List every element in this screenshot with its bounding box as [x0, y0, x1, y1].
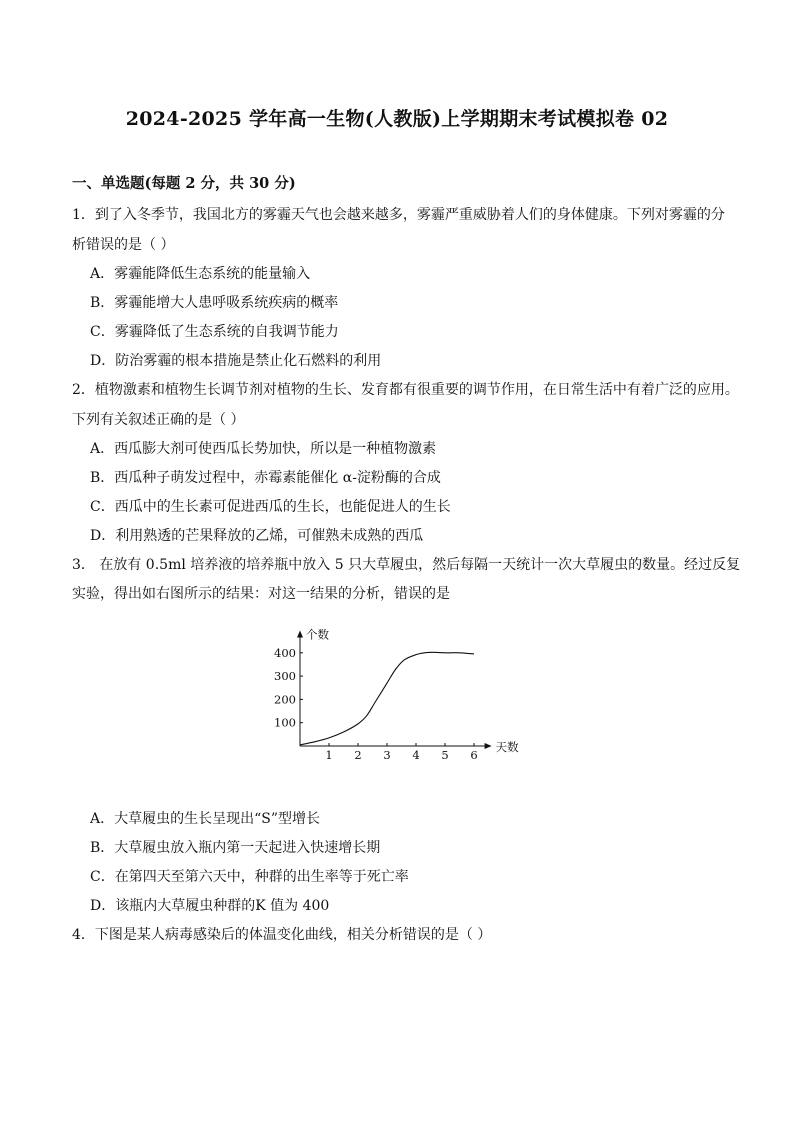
question-1-option-d: D．防治雾霾的根本措施是禁止化石燃料的利用 [90, 353, 382, 369]
question-3-option-c: C．在第四天至第六天中，种群的出生率等于死亡率 [90, 869, 409, 885]
y-tick-label: 400 [274, 645, 296, 660]
question-2-option-d: D．利用熟透的芒果释放的乙烯，可催熟未成熟的西瓜 [90, 528, 424, 544]
question-1-stem-line-2: 析错误的是（ ） [72, 237, 175, 253]
y-tick-label: 200 [274, 692, 296, 707]
question-1-option-b: B．雾霾能增大人患呼吸系统疾病的概率 [90, 295, 339, 311]
section-heading: 一、单选题(每题 2 分，共 30 分) [72, 175, 296, 192]
question-3-option-b: B．大草履虫放入瓶内第一天起进入快速增长期 [90, 840, 381, 856]
x-axis-label: 天数 [495, 740, 519, 754]
x-axis-arrow [485, 743, 492, 749]
x-tick-label: 4 [412, 748, 420, 762]
page-title: 2024-2025 学年高一生物(人教版)上学期期末考试模拟卷 02 [125, 108, 669, 130]
question-2-option-b: B．西瓜种子萌发过程中，赤霉素能催化 α-淀粉酶的合成 [90, 470, 441, 486]
population-growth-chart [262, 618, 532, 768]
question-3-stem-line-1: 3． 在放有 0.5ml 培养液的培养瓶中放入 5 只大草履虫，然后每隔一天统计一次大草履虫的数量。经过反复 [72, 557, 741, 573]
question-2-stem-line-2: 下列有关叙述正确的是（ ） [72, 412, 245, 428]
y-axis-label: 个数 [306, 627, 329, 642]
x-tick-label: 3 [383, 748, 391, 762]
question-1-stem-line-1: 1．到了入冬季节，我国北方的雾霾天气也会越来越多，雾霾严重威胁着人们的身体健康。下列对雾霾的分 [72, 207, 725, 223]
x-tick-label: 5 [441, 748, 449, 762]
question-4-stem-line-1: 4．下图是某人病毒感染后的体温变化曲线，相关分析错误的是（ ） [72, 927, 492, 943]
x-tick-label: 1 [325, 748, 333, 762]
y-tick-label: 300 [274, 669, 296, 684]
question-1-option-a: A．雾霾能降低生态系统的能量输入 [90, 266, 311, 282]
question-3-stem-line-2: 实验，得出如右图所示的结果：对这一结果的分析，错误的是 [72, 586, 450, 602]
y-tick-label: 100 [274, 715, 296, 730]
question-1-option-c: C．雾霾降低了生态系统的自我调节能力 [90, 324, 339, 340]
y-axis-arrow [297, 630, 303, 637]
x-tick-label: 6 [470, 748, 478, 762]
x-tick-label: 2 [354, 748, 362, 762]
question-2-option-a: A．西瓜膨大剂可使西瓜长势加快，所以是一种植物激素 [90, 441, 437, 457]
question-3-option-d: D．该瓶内大草履虫种群的K 值为 400 [90, 898, 330, 914]
population-curve [300, 652, 474, 745]
question-3-option-a: A．大草履虫的生长呈现出“S”型增长 [90, 811, 321, 827]
question-2-stem-line-1: 2．植物激素和植物生长调节剂对植物的生长、发育都有很重要的调节作用，在日常生活中有着广泛的应用。 [72, 382, 739, 398]
question-2-option-c: C．西瓜中的生长素可促进西瓜的生长，也能促进人的生长 [90, 499, 451, 515]
